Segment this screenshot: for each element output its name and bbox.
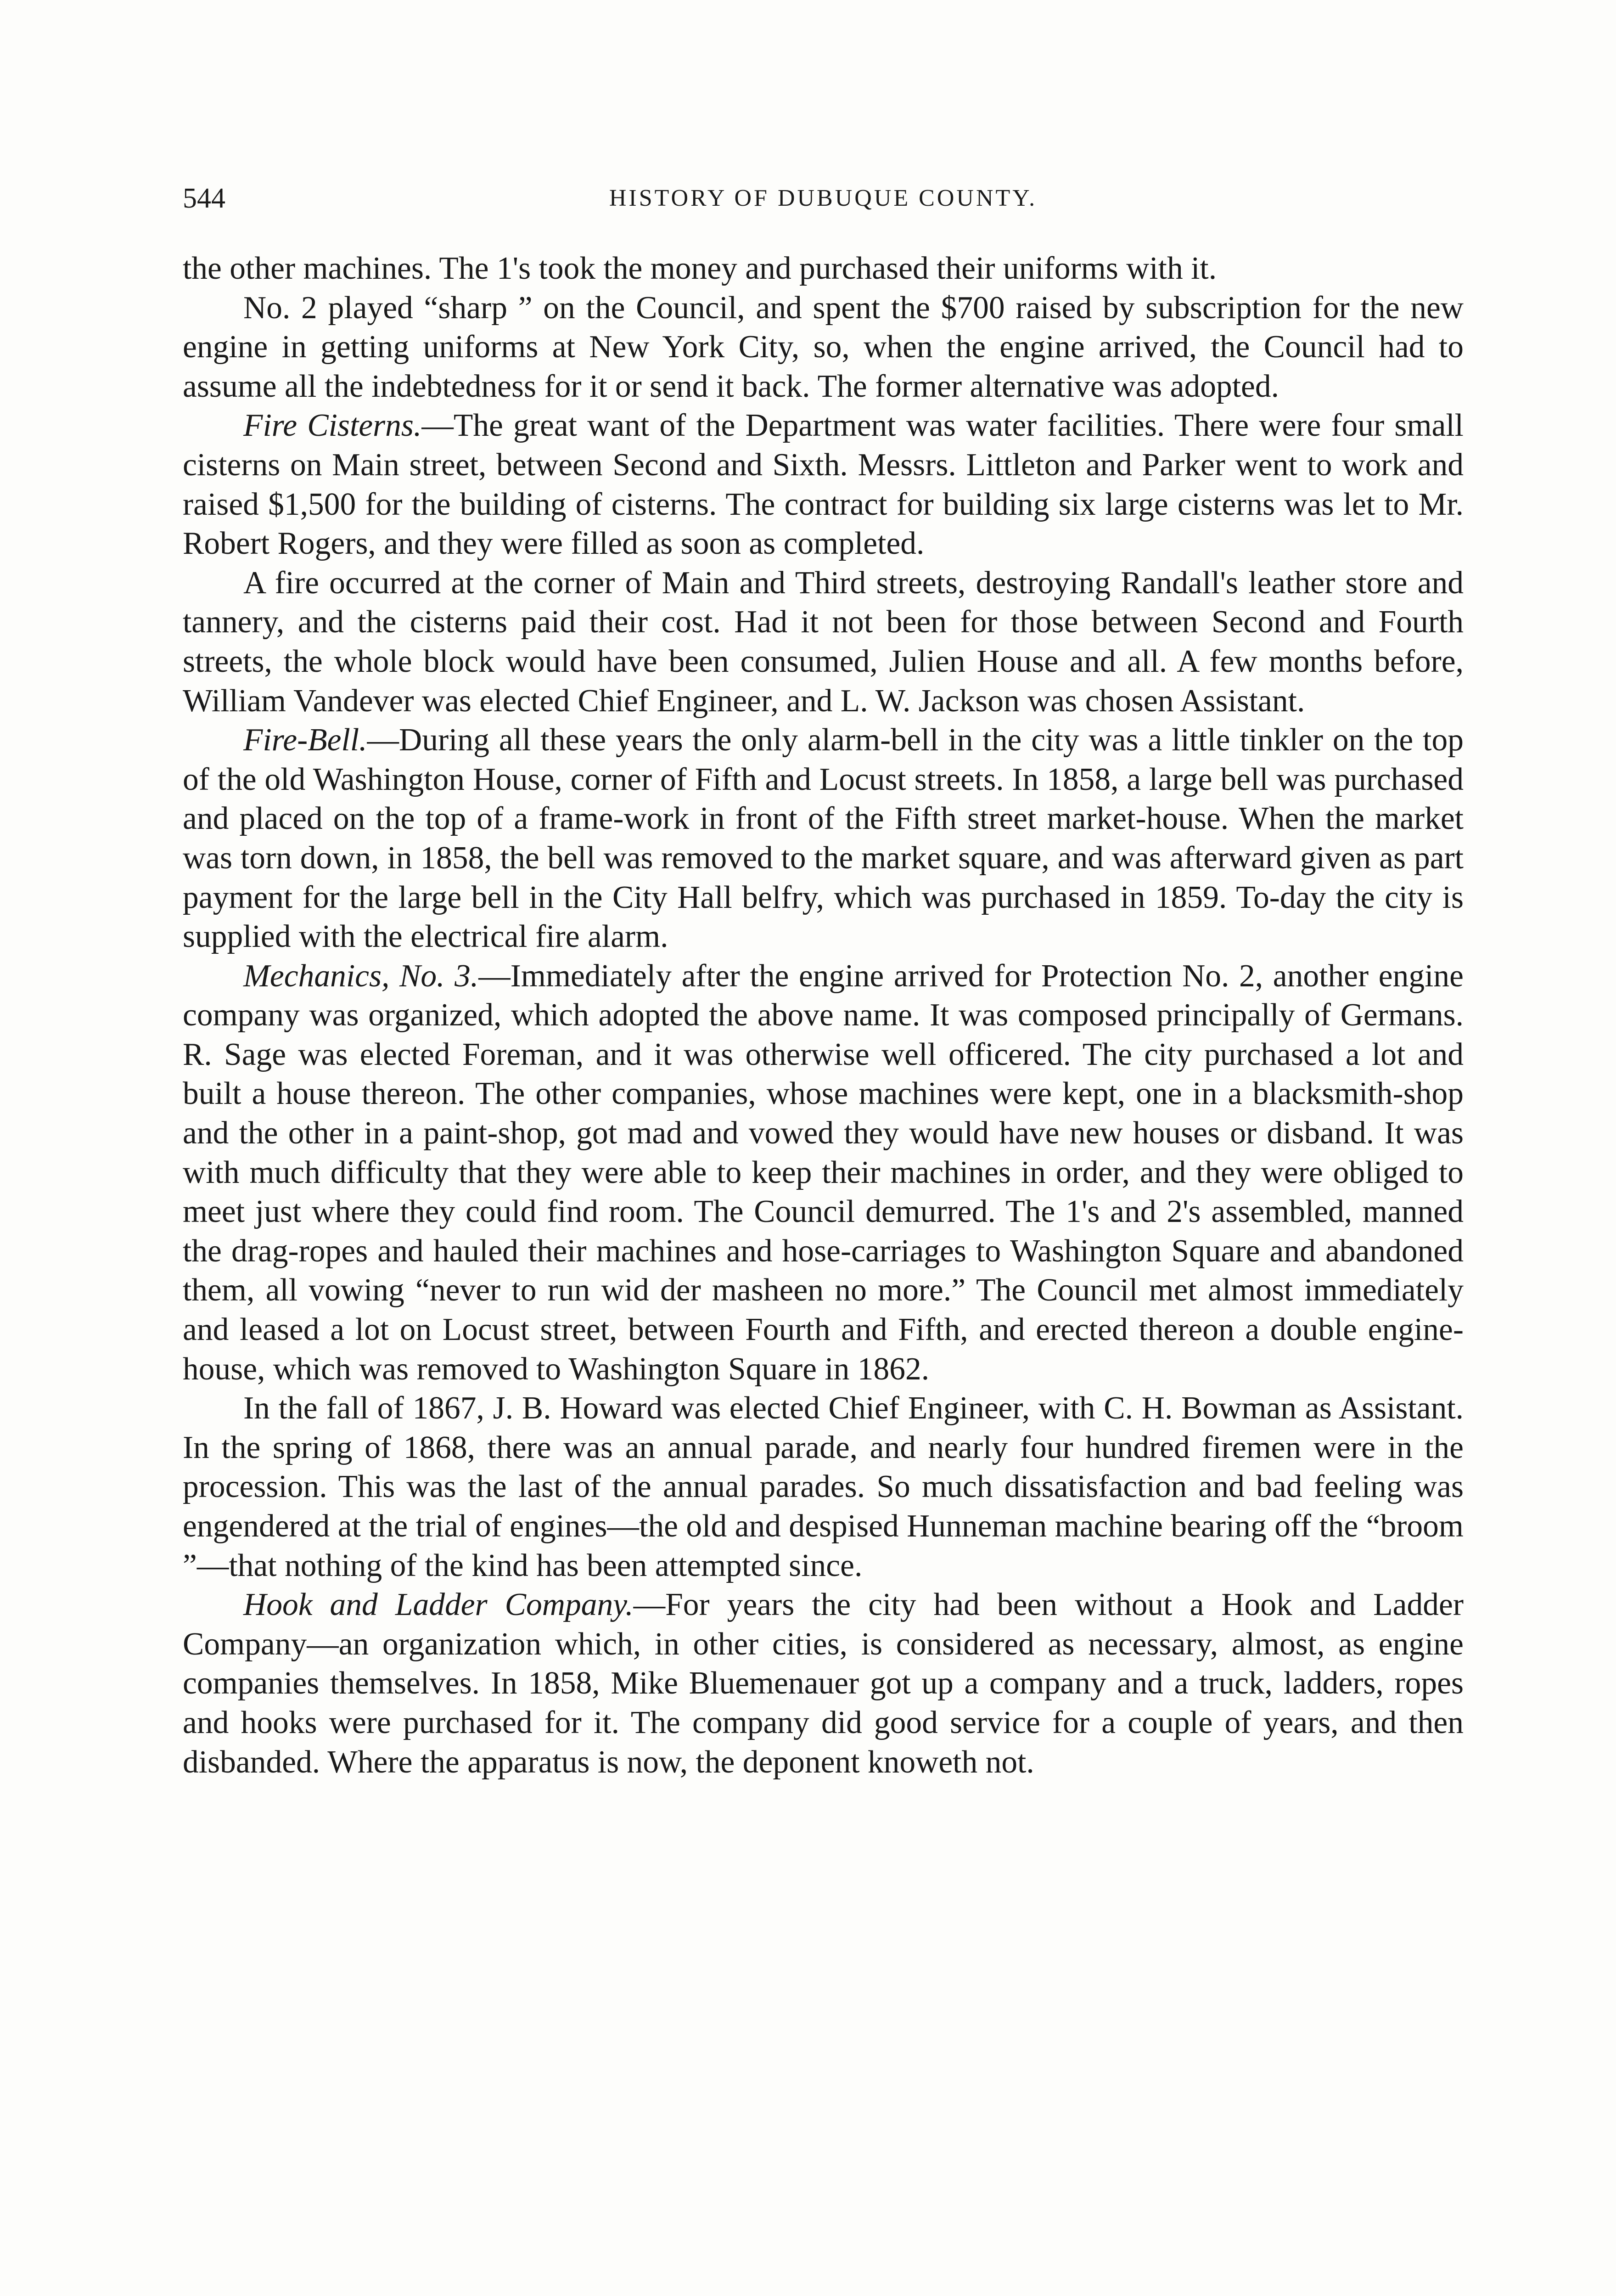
paragraph-7-text: In the fall of 1867, J. B. Howard was elected Chief Engineer, with C. H. Bowman as Assistant. In the spring of 1868, there was an annual parade, and nearly four hundred firemen were in the procession. This was the last of the annual parades. So much dissatisfaction and bad feeling was engendered at the trial of engines—the old and despised Hunneman machine bearing off the “broom ”—that nothing of the kind has been attempted since.	[183, 1390, 1464, 1583]
page-header	[183, 180, 1464, 217]
section-heading-mechanics: Mechanics, No. 3.	[243, 958, 479, 994]
page-number: 544	[183, 183, 225, 214]
paragraph-2-text: No. 2 played “sharp ” on the Council, and spent the $700 raised by subscription for the new engine in getting uniforms at New York City, so, when the engine arrived, the Council had to assume all the indebtedness for it or send it back. The former alternative was adopted.	[183, 290, 1464, 404]
paragraph-fire-bell-text: —During all these years the only alarm-bell in the city was a little tinkler on the top of the old Washington House, corner of Fifth and Locust streets. In 1858, a large bell was purchased and placed on the top of a frame-work in front of the Fifth street market-house. When the market was torn down, in 1858, the bell was removed to the market square, and was afterward given as part payment for the large bell in the City Hall belfry, which was purchased in 1859. To-day the city is supplied with the electrical fire alarm.	[183, 722, 1464, 955]
section-heading-fire-cisterns: Fire Cisterns.	[243, 408, 422, 444]
paragraph-1-text: the other machines. The 1's took the money and purchased their uniforms with it.	[183, 251, 1217, 286]
section-heading-fire-bell: Fire-Bell.	[243, 722, 367, 758]
paragraph-4	[183, 563, 1464, 720]
paragraph-mechanics-text: —Immediately after the engine arrived for Protection No. 2, another engine company was organized, which adopted the above name. It was composed principally of Germans. R. Sage was elected Foreman, and it was otherwise well officered. The city purchased a lot and built a house thereon. The other companies, whose machines were kept, one in a blacksmith-shop and the other in a paint-shop, got mad and vowed they would have new houses or disband. It was with much difficulty that they were able to keep their machines in order, and they were obliged to meet just where they could find room. The Council demurred. The 1's and 2's assembled, manned the drag-ropes and hauled their machines and hose-carriages to Washington Square and abandoned them, all vowing “never to run wid der masheen no more.” The Council met almost immediately and leased a lot on Locust street, between Fourth and Fifth, and erected thereon a double engine-house, which was removed to Washington Square in 1862.	[183, 958, 1464, 1387]
page-body	[183, 249, 1464, 1782]
paragraph-fire-bell	[183, 720, 1464, 957]
running-head: HISTORY OF DUBUQUE COUNTY.	[609, 185, 1038, 211]
paragraph-hook-and-ladder	[183, 1585, 1464, 1782]
paragraph-fire-cisterns	[183, 406, 1464, 563]
section-heading-hook-and-ladder: Hook and Ladder Company.	[243, 1587, 634, 1623]
paragraph-fire-cisterns-text: —The great want of the Department was water facilities. There were four small cisterns on Main street, between Second and Sixth. Messrs. Littleton and Parker went to work and raised $1,500 for the building of cisterns. The contract for building six large cisterns was let to Mr. Robert Rogers, and they were filled as soon as completed.	[183, 408, 1464, 562]
book-page	[183, 180, 1464, 1782]
paragraph-mechanics	[183, 957, 1464, 1389]
paragraph-hook-and-ladder-text: —For years the city had been without a Hook and Ladder Company—an organization which, in other cities, is considered as necessary, almost, as engine companies themselves. In 1858, Mike Bluemenauer got up a company and a truck, ladders, ropes and hooks were purchased for it. The company did good service for a couple of years, and then disbanded. Where the apparatus is now, the deponent knoweth not.	[183, 1587, 1464, 1780]
paragraph-4-text: A fire occurred at the corner of Main and Third streets, destroying Randall's leather store and tannery, and the cisterns paid their cost. Had it not been for those between Second and Fourth streets, the whole block would have been consumed, Julien House and all. A few months before, William Vandever was elected Chief Engineer, and L. W. Jackson was chosen Assistant.	[183, 565, 1464, 719]
paragraph-1	[183, 249, 1464, 288]
paragraph-7	[183, 1389, 1464, 1585]
paragraph-2	[183, 288, 1464, 406]
